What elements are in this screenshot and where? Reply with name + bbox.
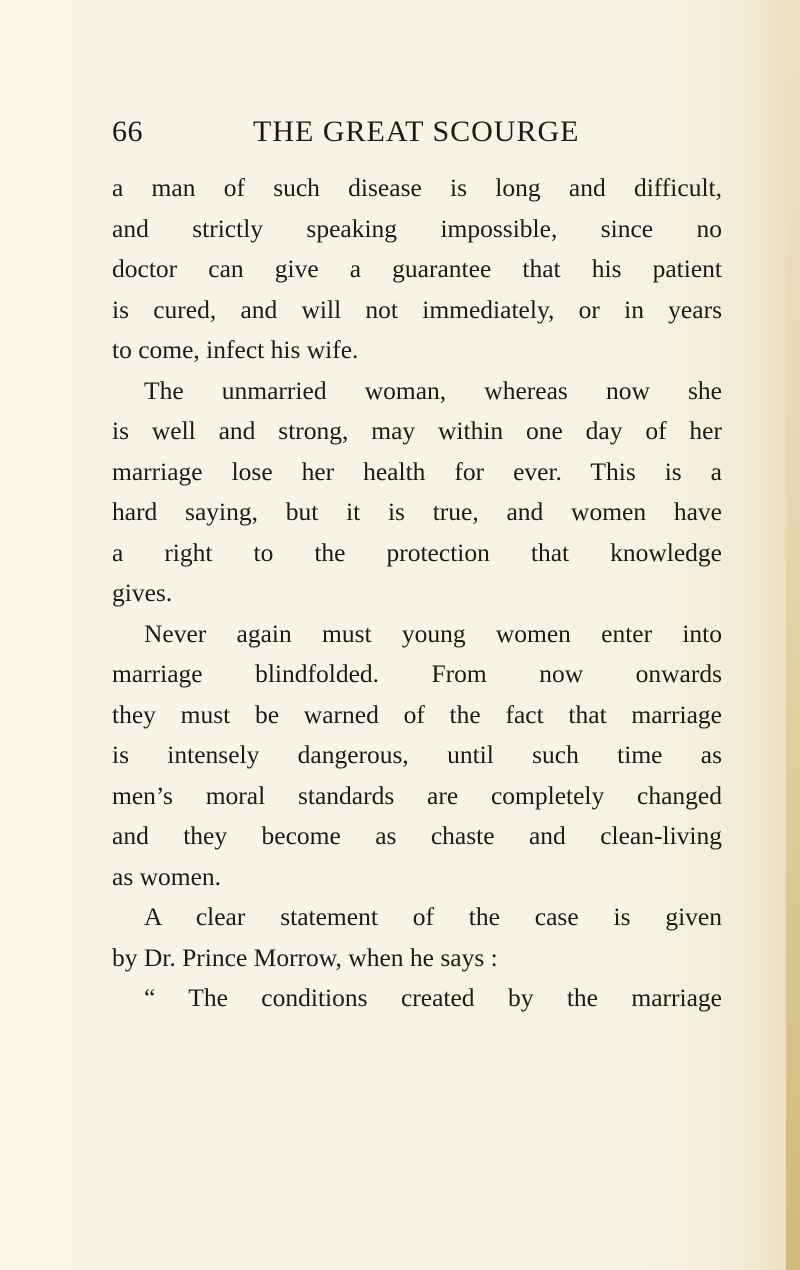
body-text (112, 168, 722, 1019)
text-line: marriage lose her health for ever. This is a (112, 456, 722, 486)
quote-start-line: “ The conditions created by the marriage (144, 983, 722, 1012)
text-line: hard saying, but it is true, and women have (112, 497, 722, 526)
paragraph-start-line: Never again must young women enter into (144, 618, 722, 648)
paragraph-start-line: The unmarried woman, whereas now she (144, 375, 722, 405)
page-edge-shadow (786, 0, 800, 1270)
text-line: gives. (112, 578, 173, 607)
text-line: and strictly speaking impossible, since no (112, 213, 722, 243)
text-line: doctor can give a guarantee that his patient (112, 254, 722, 283)
text-line: by Dr. Prince Morrow, when he says : (112, 942, 498, 972)
text-line: is intensely dangerous, until such time as (112, 740, 722, 769)
text-line: is well and strong, may within one day of her (112, 416, 722, 445)
text-line: they must be warned of the fact that marriage (112, 699, 722, 729)
running-title: THE GREAT SCOURGE (253, 115, 580, 148)
text-line: to come, infect his wife. (112, 335, 359, 364)
page-number: 66 (112, 115, 143, 148)
text-line: men’s moral standards are completely changed (112, 780, 722, 810)
text-line: as women. (112, 861, 222, 891)
paragraph-start-line: A clear statement of the case is given (144, 902, 722, 931)
running-head (112, 112, 712, 152)
text-line: a man of such disease is long and difficult, (112, 173, 722, 202)
text-line: and they become as chaste and clean-living (112, 821, 722, 850)
text-line: marriage blindfolded. From now onwards (112, 659, 722, 688)
text-line: a right to the protection that knowledge (112, 537, 722, 567)
text-line: is cured, and will not immediately, or in years (112, 294, 722, 324)
